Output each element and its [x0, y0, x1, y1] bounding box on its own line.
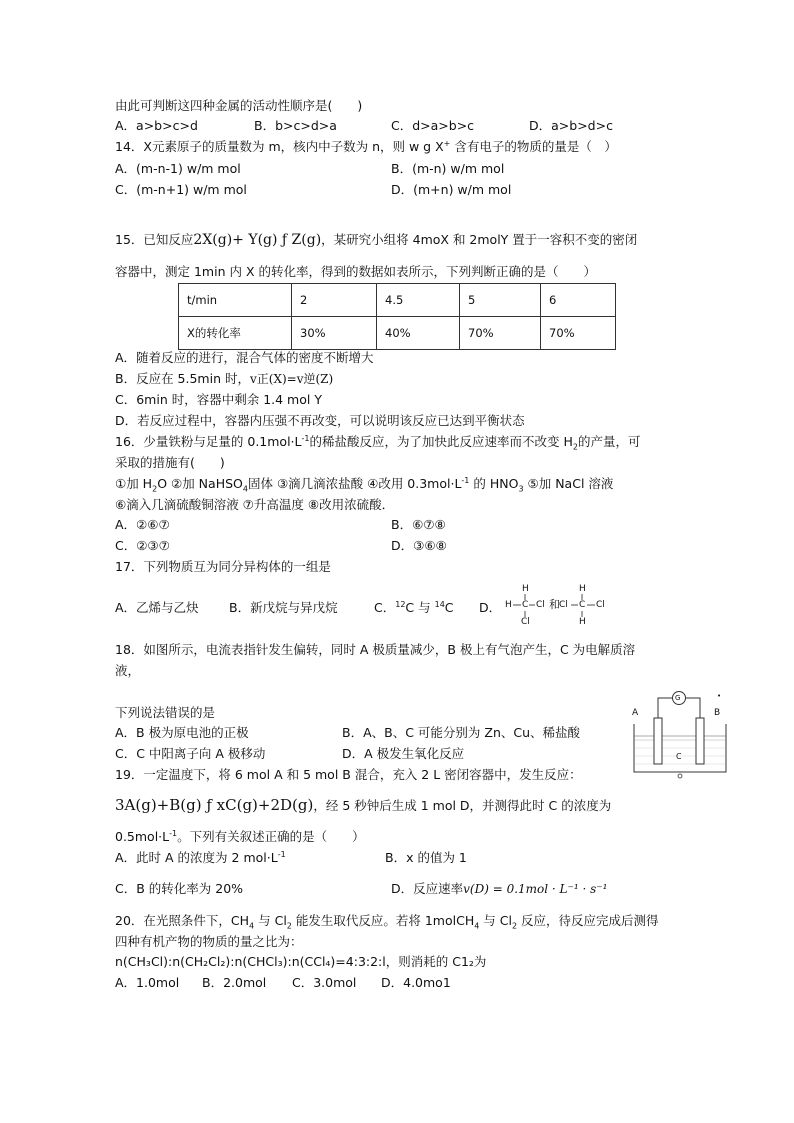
q16-option-d: D．③⑥⑧: [391, 538, 447, 553]
q13-option-b: B．b>c>d>a: [254, 118, 337, 133]
q18-stem-line2: 液，: [115, 663, 141, 678]
q16-measures-line2: ⑥滴入几滴硫酸铜溶液 ⑦升高温度 ⑧改用浓硫酸．: [115, 497, 395, 512]
q16-stem-line2: 采取的措施有( ): [115, 455, 225, 470]
q15-option-a: A．随着反应的进行，混合气体的密度不断增大: [115, 350, 374, 365]
q15-equation: 2X(g)+ Y(g) ƒ Z(g): [193, 232, 322, 248]
q17-structure-2: H Cl C Cl H: [559, 584, 605, 627]
q19-option-b: B．x 的值为 1: [385, 850, 467, 865]
q13-option-c: C．d>a>b>c: [391, 118, 475, 133]
table-row: [179, 317, 616, 350]
q18-option-b: B．A、B、C 可能分别为 Zn、Cu、稀盐酸: [342, 725, 581, 740]
q16-stem: 16．少量铁粉与足量的 $0.1mol\cdot L^{-1}$的稀盐酸反应，为了加快此反应速率而不改变 $H_2$的产量，可: [115, 433, 641, 452]
table-header-cell: 6: [541, 284, 616, 317]
q17-and-label: 和: [549, 598, 560, 611]
q17-stem: 17．下列物质互为同分异构体的一组是: [115, 559, 331, 574]
q13-option-d: D．a>b>d>c: [529, 118, 613, 133]
q15-conversion-table: [178, 283, 616, 350]
q14-stem: 14．X元素原子的质量数为 m，核内中子数为 n，则 w g X+ 含有电子的物质的量是（ ）: [115, 138, 617, 154]
galvanic-cell-figure: [628, 688, 736, 780]
q13-option-a: A．a>b>c>d: [115, 118, 198, 133]
table-header-cell: t/min: [179, 284, 292, 317]
galvanometer-label: G: [675, 694, 681, 702]
q15-stem: 15．已知反应2X(g)+ Y(g) ƒ Z(g)，某研究小组将 4moX 和 2molY 置于一容积不变的密闭: [115, 232, 638, 248]
q18-option-c: C．C 中阳离子向 A 极移动: [115, 746, 266, 761]
q19-equation: 3A(g)+B(g) ƒ xC(g)+2D(g): [115, 796, 314, 814]
q19-option-d: D．反应速率v(D) = 0.1mol · L⁻¹ · s⁻¹: [391, 881, 608, 896]
q13-stem: 由此可判断这四种金属的活动性顺序是( ): [115, 98, 363, 113]
table-header-cell: 5: [460, 284, 541, 317]
q19-stem: 19．一定温度下，将 6 mol A 和 5 mol B 混合，充入 2 L 密闭容器中，发生反应：: [115, 767, 582, 782]
q20-stem-line2: 四种有机产物的物质的量之比为：: [115, 934, 303, 949]
q14-option-b: B．(m-n) w/m mol: [391, 161, 505, 176]
q15-option-d: D．若反应过程中，容器内压强不再改变，可以说明该反应已达到平衡状态: [115, 413, 525, 428]
table-row: [179, 284, 616, 317]
q18-option-d: D．A 极发生氧化反应: [342, 746, 465, 761]
electrode-b-label: B: [714, 708, 721, 718]
q19-stem-line3: $0.5mol\cdot L^{-1}$。下列有关叙述正确的是（ ）: [115, 828, 365, 844]
q14-option-d: D．(m+n) w/m mol: [391, 182, 512, 197]
q20-option-d: D．4.0mo1: [381, 975, 451, 990]
q16-option-c: C．②③⑦: [115, 538, 170, 553]
table-cell: X的转化率: [179, 317, 292, 350]
q17-structure-1: H H C Cl Cl: [505, 584, 545, 627]
q17-option-b: B．新戊烷与异戊烷: [229, 600, 338, 615]
table-cell: 30%: [292, 317, 377, 350]
q20-stem-line3: n(CH₃Cl):n(CH₂Cl₂):n(CHCl₃):n(CCl₄)=4:3:2:l，则消耗的 C1₂为: [115, 954, 487, 969]
q16-option-a: A．②⑥⑦: [115, 517, 170, 532]
table-header-cell: 4.5: [377, 284, 460, 317]
q19-option-c: C．B 的转化率为 20%: [115, 881, 244, 896]
q19-stem-line2: 3A(g)+B(g) ƒ xC(g)+2D(g)，经 5 秒钟后生成 1 mol D，并测得此时 C 的浓度为: [115, 796, 612, 814]
q16-option-b: B．⑥⑦⑧: [391, 517, 446, 532]
q18-stem-line3: 下列说法错误的是: [115, 705, 216, 720]
q14-option-c: C．(m-n+1) w/m mol: [115, 182, 247, 197]
q18-stem: 18．如图所示，电流表指针发生偏转，同时 A 极质量减少，B 极上有气泡产生，C 为电解质溶: [115, 642, 636, 657]
q14-option-a: A．(m-n-1) w/m mol: [115, 161, 241, 176]
solution-c-label: C: [676, 752, 682, 761]
q20-option-a: A．1.0mol: [115, 975, 180, 990]
q18-option-a: A．B 极为原电池的正极: [115, 725, 249, 740]
q17-option-c: C．$^{12}$C 与 $^{14}$C: [374, 599, 454, 615]
q20-option-b: B．2.0mol: [202, 975, 267, 990]
table-cell: 70%: [541, 317, 616, 350]
q17-option-d: D．: [479, 600, 502, 615]
q20-stem: 20．在光照条件下，$CH_4$ 与 $Cl_2$ 能发生取代反应。若将 1molCH$_4$ 与 $Cl_2$ 反应，待反应完成后测得: [115, 913, 659, 931]
electrode-a-label: A: [632, 708, 639, 718]
table-header-cell: 2: [292, 284, 377, 317]
small-dot: •: [717, 692, 722, 700]
table-cell: 40%: [377, 317, 460, 350]
q16-measures-line1: ①加 $H_2O$ ②加 NaHSO$_4$固体 ③滴几滴浓盐酸 ④改用 $0.3mol\cdot L^{-1}$ 的 $HNO_3$ ⑤加 NaCl 溶液: [115, 475, 614, 494]
q20-option-c: C．3.0mol: [292, 975, 357, 990]
q19-option-a: A．此时 A 的浓度为 2 $mol\cdot L^{-1}$: [115, 849, 286, 865]
q17-option-a: A．乙烯与乙炔: [115, 600, 199, 615]
q15-stem-line2: 容器中，测定 1min 内 X 的转化率，得到的数据如表所示，下列判断正确的是（ ）: [115, 264, 596, 279]
table-cell: 70%: [460, 317, 541, 350]
q15-option-c: C．6min 时，容器中剩余 1.4 mol Y: [115, 392, 322, 407]
q15-option-b: B．反应在 5.5min 时，v正(X)=v逆(Z): [115, 371, 334, 386]
